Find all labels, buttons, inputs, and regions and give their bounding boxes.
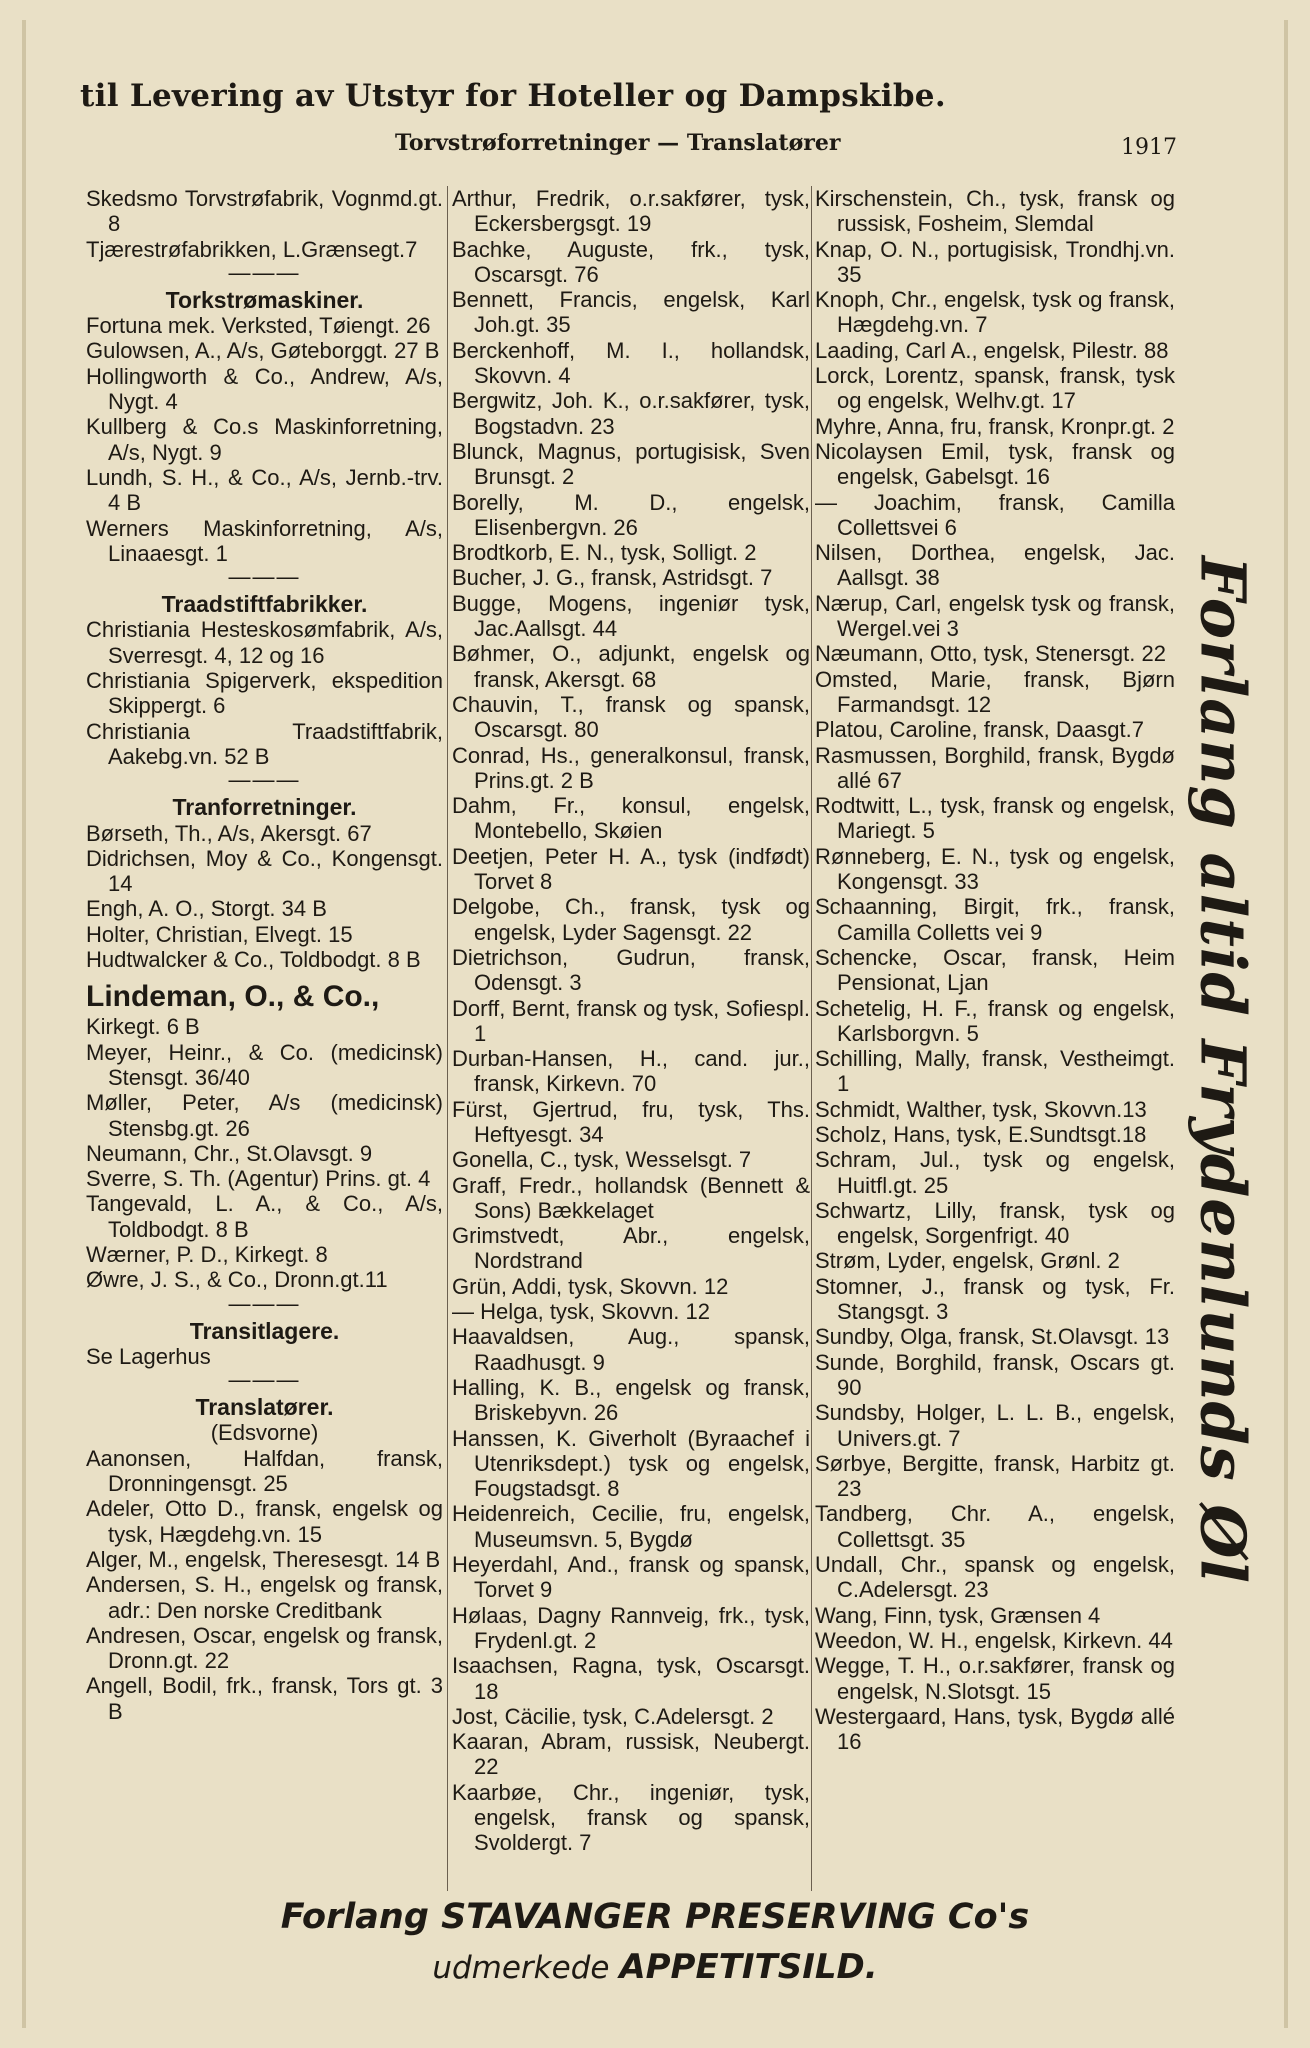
directory-entry: Platou, Caroline, fransk, Daasgt.7 (815, 717, 1144, 743)
directory-entry: Schwartz, Lilly, fransk, tysk og engelsk, Sorgenfrigt. 40 (815, 1197, 1175, 1249)
directory-entry: Sundby, Olga, fransk, St.Olavsgt. 13 (815, 1324, 1170, 1350)
directory-entry: Schmidt, Walther, tysk, Skovvn.13 (815, 1096, 1147, 1122)
directory-entry: Schaanning, Birgit, frk., fransk, Camilla Colletts vei 9 (815, 894, 1175, 945)
directory-entry: Westergaard, Hans, tysk, Bygdø allé 16 (815, 1703, 1175, 1755)
directory-entry: Brodtkorb, E. N., tysk, Solligt. 2 (452, 540, 757, 566)
directory-entry: Nicolaysen Emil, tysk, fransk og engelsk, Gabelsgt. 16 (815, 438, 1175, 490)
section-divider: ——— (228, 1290, 301, 1316)
directory-entry: Lorck, Lorentz, spansk, fransk, tysk og engelsk, Welhv.gt. 17 (815, 363, 1175, 414)
directory-entry: Sørbye, Bergitte, fransk, Harbitz gt. 23 (815, 1450, 1175, 1502)
directory-entry: Tandberg, Chr. A., engelsk, Collettsgt. 35 (815, 1501, 1175, 1552)
directory-entry: Berckenhoff, M. I., hollandsk, Skovvn. 4 (452, 337, 810, 389)
column-1 (86, 186, 443, 1724)
directory-entry: Øwre, J. S., & Co., Dronn.gt.11 (86, 1267, 388, 1293)
directory-entry: Fortuna mek. Verksted, Tøiengt. 26 (86, 313, 431, 339)
directory-entry: Aanonsen, Halfdan, fransk, Dronningensgt. 25 (86, 1445, 443, 1497)
directory-entry: Se Lagerhus (86, 1343, 211, 1369)
directory-entry: Chauvin, T., fransk og spansk, Oscarsgt. 80 (452, 691, 810, 743)
directory-entry: Sunde, Borghild, fransk, Oscars gt. 90 (815, 1349, 1175, 1400)
directory-entry: Wang, Finn, tysk, Grænsen 4 (815, 1602, 1101, 1628)
section-divider: ——— (228, 564, 301, 590)
directory-entry: Angell, Bodil, frk., fransk, Tors gt. 3 B (86, 1673, 443, 1724)
directory-entry: Lindeman, O., & Co., (86, 980, 380, 1014)
column-divider-2 (811, 186, 812, 1891)
directory-entry: Møller, Peter, A/s (medicinsk) Stensbg.gt. 26 (86, 1090, 443, 1141)
section-heading: Traadstiftfabrikker. (161, 591, 368, 618)
directory-entry: Werners Maskinforretning, A/s, Linaaesgt. 1 (86, 515, 443, 566)
directory-entry: Nilsen, Dorthea, engelsk, Jac. Aallsgt. 38 (815, 540, 1175, 591)
directory-entry: Heidenreich, Cecilie, fru, engelsk, Museumsvn. 5, Bygdø (452, 1501, 810, 1552)
directory-entry: Halling, K. B., engelsk og fransk, Briskebyvn. 26 (452, 1374, 810, 1426)
directory-entry: Schencke, Oscar, fransk, Heim Pensionat, Ljan (815, 944, 1175, 996)
directory-entry: Adeler, Otto D., fransk, engelsk og tysk, Hægdehg.vn. 15 (86, 1496, 443, 1547)
directory-entry: Sverre, S. Th. (Agentur) Prins. gt. 4 (86, 1166, 431, 1192)
directory-entry: Fürst, Gjertrud, fru, tysk, Ths. Heftyesgt. 34 (452, 1096, 810, 1147)
directory-entry: Dahm, Fr., konsul, engelsk, Montebello, Skøien (452, 793, 810, 844)
side-ad-text: Forlang altid Frydenlunds Øl (1186, 556, 1260, 1584)
directory-entry: Rodtwitt, L., tysk, fransk og engelsk, Mariegt. 5 (815, 793, 1175, 844)
directory-entry: Heyerdahl, And., fransk og spansk, Torvet 9 (452, 1552, 810, 1603)
directory-entry: Bennett, Francis, engelsk, Karl Joh.gt. 35 (452, 287, 810, 338)
directory-entry: Rasmussen, Borghild, fransk, Bygdø allé 67 (815, 742, 1175, 793)
directory-entry: Hanssen, K. Giverholt (Byraachef i Utenriksdept.) tysk og engelsk, Fougstadsgt. 8 (452, 1425, 810, 1502)
directory-entry: Schilling, Mally, fransk, Vestheimgt. 1 (815, 1046, 1175, 1097)
directory-entry: Omsted, Marie, fransk, Bjørn Farmandsgt. 12 (815, 666, 1175, 717)
directory-entry: Durban-Hansen, H., cand. jur., fransk, Kirkevn. 70 (452, 1046, 810, 1097)
section-note: (Edsvorne) (210, 1420, 319, 1446)
directory-entry: Bachke, Auguste, frk., tysk, Oscarsgt. 76 (452, 236, 810, 287)
directory-entry: Holter, Christian, Elvegt. 15 (86, 921, 353, 947)
directory-entry: Andersen, S. H., engelsk og fransk, adr.: Den norske Creditbank (86, 1572, 443, 1623)
directory-entry: Wærner, P. D., Kirkegt. 8 (86, 1241, 328, 1267)
directory-entry: Deetjen, Peter H. A., tysk (indfødt) Torvet 8 (452, 843, 810, 895)
directory-entry: Bøhmer, O., adjunkt, engelsk og fransk, Akersgt. 68 (452, 641, 810, 692)
directory-entry: Undall, Chr., spansk og engelsk, C.Adelersgt. 23 (815, 1552, 1175, 1603)
directory-entry: Arthur, Fredrik, o.r.sakfører, tysk, Eckersbergsgt. 19 (452, 186, 810, 237)
directory-entry: Haavaldsen, Aug., spansk, Raadhusgt. 9 (452, 1324, 810, 1375)
directory-entry: Bucher, J. G., fransk, Astridsgt. 7 (452, 565, 773, 591)
directory-entry: Dietrichson, Gudrun, fransk, Odensgt. 3 (452, 944, 810, 996)
directory-entry: Graff, Fredr., hollandsk (Bennett & Sons) Bækkelaget (452, 1172, 810, 1223)
directory-entry: Grün, Addi, tysk, Skovvn. 12 (452, 1273, 729, 1299)
directory-entry: Tjærestrøfabrikken, L.Grænsegt.7 (86, 236, 418, 262)
directory-entry: Lundh, S. H., & Co., A/s, Jernb.-trv. 4 B (86, 464, 443, 516)
directory-entry: Tangevald, L. A., & Co., A/s, Toldbodgt. 8 B (86, 1191, 443, 1242)
directory-entry: Børseth, Th., A/s, Akersgt. 67 (86, 820, 372, 846)
directory-entry: Delgobe, Ch., fransk, tysk og engelsk, Lyder Sagensgt. 22 (452, 894, 810, 945)
directory-entry: Kaaran, Abram, russisk, Neubergt. 22 (452, 1729, 810, 1780)
directory-entry: Bugge, Mogens, ingeniør tysk, Jac.Aallsgt. 44 (452, 590, 810, 642)
directory-entry: Næumann, Otto, tysk, Stenersgt. 22 (815, 641, 1166, 667)
section-heading: Translatører. (195, 1394, 334, 1421)
column-3 (815, 186, 1175, 1754)
directory-entry: Didrichsen, Moy & Co., Kongensgt. 14 (86, 845, 443, 897)
directory-entry: Scholz, Hans, tysk, E.Sundtsgt.18 (815, 1121, 1147, 1147)
directory-entry: Schetelig, H. F., fransk og engelsk, Karlsborgvn. 5 (815, 995, 1175, 1046)
section-divider: ——— (228, 1367, 301, 1393)
directory-entry: Bergwitz, Joh. K., o.r.sakfører, tysk, Bogstadvn. 23 (452, 388, 810, 439)
directory-entry: Dorff, Bernt, fransk og tysk, Sofiespl. 1 (452, 995, 810, 1046)
top-banner: til Levering av Utstyr for Hoteller og Dampskibe. (80, 78, 946, 114)
directory-entry: Nærup, Carl, engelsk tysk og fransk, Wergel.vei 3 (815, 590, 1175, 642)
page-edge-left (22, 20, 26, 2028)
directory-entry: Stomner, J., fransk og tysk, Fr. Stangsgt. 3 (815, 1273, 1175, 1325)
directory-entry: Christiania Spigerverk, ekspedition Skippergt. 6 (86, 668, 443, 719)
directory-entry: Engh, A. O., Storgt. 34 B (86, 896, 327, 922)
section-heading: Transitlagere. (189, 1317, 340, 1344)
directory-entry: Christiania Hesteskosømfabrik, A/s, Sverresgt. 4, 12 og 16 (86, 617, 443, 668)
bottom-ad-brand: APPETITSILD. (619, 1947, 878, 1987)
directory-entry: Kaarbøe, Chr., ingeniør, tysk, engelsk, fransk og spansk, Svoldergt. 7 (452, 1779, 810, 1856)
column-divider-1 (447, 186, 448, 1891)
page-edge-right (1284, 20, 1288, 2028)
directory-entry: Andresen, Oscar, engelsk og fransk, Dronn.gt. 22 (86, 1622, 443, 1674)
directory-entry: Wegge, T. H., o.r.sakfører, fransk og engelsk, N.Slotsgt. 15 (815, 1653, 1175, 1704)
directory-entry: Skedsmo Torvstrøfabrik, Vognmd.gt. 8 (86, 186, 443, 237)
section-heading: Torkstrømaskiner. (165, 286, 364, 313)
section-divider: ——— (228, 767, 301, 793)
directory-entry: Hollingworth & Co., Andrew, A/s, Nygt. 4 (86, 363, 443, 415)
directory-entry: Kirschenstein, Ch., tysk, fransk og russisk, Fosheim, Slemdal (815, 186, 1175, 237)
directory-entry: Kullberg & Co.s Maskinforretning, A/s, Nygt. 9 (86, 414, 443, 465)
directory-entry: Borelly, M. D., engelsk, Elisenbergvn. 26 (452, 489, 810, 540)
directory-entry: Isaachsen, Ragna, tysk, Oscarsgt. 18 (452, 1653, 810, 1704)
directory-entry: Blunck, Magnus, portugisisk, Sven Brunsgt. 2 (452, 438, 810, 490)
directory-entry: Alger, M., engelsk, Theresesgt. 14 B (86, 1546, 441, 1572)
section-heading: Tranforretninger. (172, 794, 357, 821)
directory-entry: Gonella, C., tysk, Wesselsgt. 7 (452, 1147, 752, 1173)
directory-entry: Hølaas, Dagny Rannveig, frk., tysk, Frydenl.gt. 2 (452, 1602, 810, 1653)
directory-entry: Myhre, Anna, fru, fransk, Kronpr.gt. 2 (815, 413, 1175, 439)
section-divider: ——— (228, 259, 301, 285)
directory-entry: Laading, Carl A., engelsk, Pilestr. 88 (815, 337, 1169, 363)
directory-entry: Kirkegt. 6 B (86, 1014, 200, 1040)
directory-entry: Knoph, Chr., engelsk, tysk og fransk, Hægdehg.vn. 7 (815, 287, 1175, 338)
directory-entry: Jost, Cäcilie, tysk, C.Adelersgt. 2 (452, 1703, 774, 1729)
directory-entry: Gulowsen, A., A/s, Gøteborggt. 27 B (86, 338, 440, 364)
directory-entry: Hudtwalcker & Co., Toldbodgt. 8 B (86, 947, 421, 973)
directory-entry: Neumann, Chr., St.Olavsgt. 9 (86, 1140, 373, 1166)
bottom-ad-line-2 (0, 1947, 1310, 1987)
directory-entry: Christiania Traadstiftfabrik, Aakebg.vn. 52 B (86, 718, 443, 769)
directory-entry: — Joachim, fransk, Camilla Collettsvei 6 (815, 489, 1175, 540)
directory-entry: Knap, O. N., portugisisk, Trondhj.vn. 35 (815, 236, 1175, 287)
side-advertisement (1186, 505, 1260, 1635)
bottom-ad-prefix: udmerkede (432, 1950, 610, 1986)
directory-entry: Conrad, Hs., generalkonsul, fransk, Prins.gt. 2 B (452, 742, 810, 793)
directory-entry: Rønneberg, E. N., tysk og engelsk, Kongensgt. 33 (815, 843, 1175, 895)
column-2 (452, 186, 810, 1856)
section-subhead: Torvstrøforretninger — Translatører (395, 130, 841, 156)
bottom-ad-line-1: Forlang STAVANGER PRESERVING Co's (280, 1897, 1030, 1937)
directory-entry: Weedon, W. H., engelsk, Kirkevn. 44 (815, 1627, 1173, 1653)
directory-entry: Grimstvedt, Abr., engelsk, Nordstrand (452, 1223, 810, 1274)
directory-entry: Strøm, Lyder, engelsk, Grønl. 2 (815, 1248, 1120, 1274)
directory-entry: — Helga, tysk, Skovvn. 12 (452, 1299, 710, 1325)
directory-entry: Schram, Jul., tysk og engelsk, Huitfl.gt. 25 (815, 1147, 1175, 1198)
directory-entry: Meyer, Heinr., & Co. (medicinsk) Stensgt. 36/40 (86, 1039, 443, 1090)
directory-entry: Sundsby, Holger, L. L. B., engelsk, Univers.gt. 7 (815, 1400, 1175, 1451)
page-number: 1917 (1121, 135, 1177, 160)
